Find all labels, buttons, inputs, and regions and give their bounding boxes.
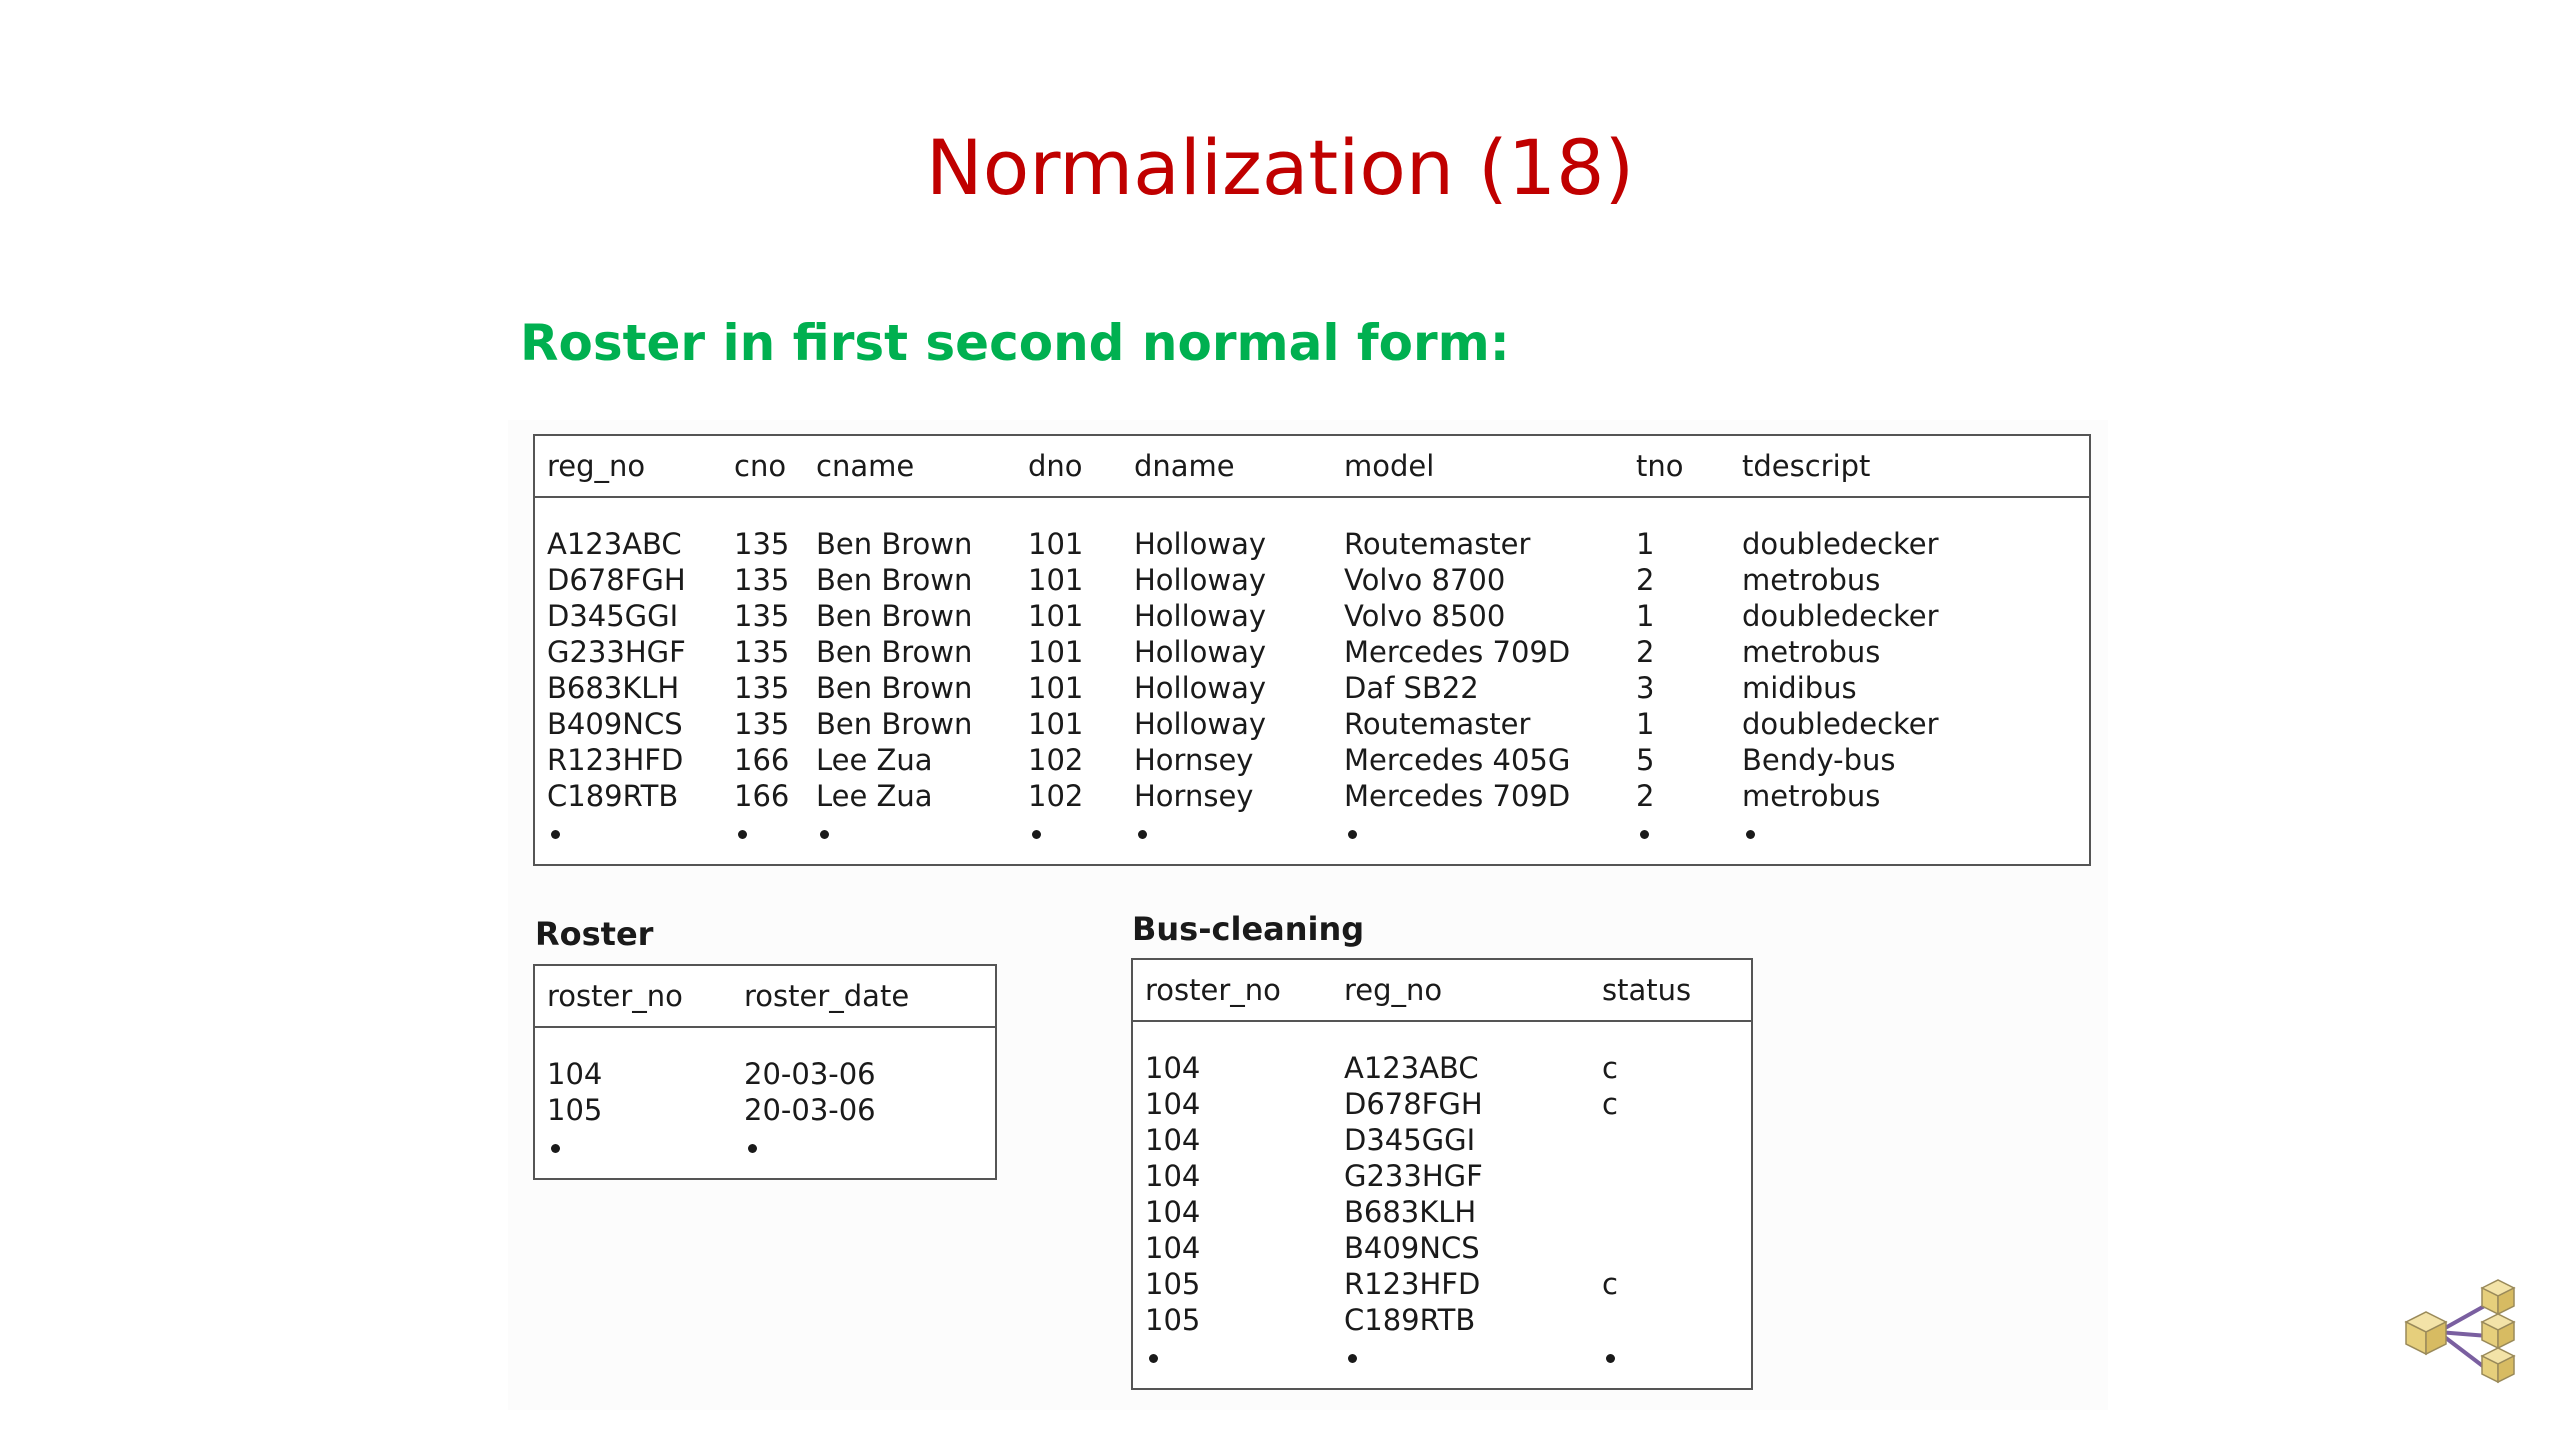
table-cell: metrobus — [1742, 563, 1881, 597]
table-header-row — [1132, 959, 1752, 1021]
column-header: cno — [722, 435, 804, 497]
table-cell: 104 — [1145, 1087, 1201, 1121]
table-cell: 2 — [1636, 779, 1655, 813]
table-cell: D678FGH — [1344, 1087, 1483, 1121]
table-row — [534, 742, 2090, 778]
table-cell: D678FGH — [547, 563, 686, 597]
table-cell: 166 — [734, 779, 790, 813]
table-cell: 135 — [734, 707, 790, 741]
table-row — [534, 670, 2090, 706]
table-cell: Hornsey — [1134, 779, 1254, 813]
table-cell: 104 — [1145, 1159, 1201, 1193]
bullet-icon — [1730, 814, 2090, 865]
bullet-icon — [534, 814, 722, 865]
cube-network-logo-icon — [2392, 1270, 2532, 1410]
roster-caption: Roster — [535, 915, 654, 953]
table-cell: 135 — [734, 563, 790, 597]
table-cell: 1 — [1636, 599, 1655, 633]
table-cell: Lee Zua — [816, 743, 933, 777]
table-cell: 2 — [1636, 563, 1655, 597]
table-cell: Volvo 8700 — [1344, 563, 1506, 597]
table-cell: G233HGF — [1344, 1159, 1483, 1193]
table-cell: Bendy-bus — [1742, 743, 1896, 777]
table-cell: metrobus — [1742, 635, 1881, 669]
table-row — [534, 598, 2090, 634]
table-row — [1132, 1158, 1752, 1194]
table-cell: metrobus — [1742, 779, 1881, 813]
table-cell: 102 — [1028, 743, 1084, 777]
table-header-row — [534, 965, 996, 1027]
bullet-icon — [722, 814, 804, 865]
table-cell: Ben Brown — [816, 635, 973, 669]
table-cell: 2 — [1636, 635, 1655, 669]
table-cell: 105 — [1145, 1267, 1201, 1301]
table-cell: 104 — [1145, 1231, 1201, 1265]
table-header-row — [534, 435, 2090, 497]
column-header: roster_no — [1132, 959, 1332, 1021]
column-header: dno — [1016, 435, 1122, 497]
table-cell: 1 — [1636, 707, 1655, 741]
table-cell: Ben Brown — [816, 671, 973, 705]
table-cell: Holloway — [1134, 707, 1267, 741]
column-header: tdescript — [1730, 435, 2090, 497]
table-cell: 105 — [1145, 1303, 1201, 1337]
table-cell: 135 — [734, 635, 790, 669]
table-cell: 101 — [1028, 671, 1084, 705]
table-row — [1132, 1230, 1752, 1266]
table-cell: Ben Brown — [816, 563, 973, 597]
table-cell: A123ABC — [547, 527, 682, 561]
bullet-icon — [1624, 814, 1730, 865]
slide-subtitle: Roster in first second normal form: — [520, 314, 1510, 372]
table-cell — [1590, 1158, 1752, 1194]
table-cell: Routemaster — [1344, 707, 1531, 741]
table-cell — [1590, 1302, 1752, 1338]
table-row — [534, 562, 2090, 598]
table-cell: Mercedes 709D — [1344, 635, 1571, 669]
table-cell: C189RTB — [547, 779, 679, 813]
table-cell: Holloway — [1134, 527, 1267, 561]
table-cell: Ben Brown — [816, 599, 973, 633]
table-cell: G233HGF — [547, 635, 686, 669]
table-cell: 104 — [547, 1057, 603, 1091]
table-cell: 104 — [1145, 1195, 1201, 1229]
table-cell: B683KLH — [547, 671, 680, 705]
table-cell: c — [1602, 1087, 1618, 1121]
table-cell: Mercedes 709D — [1344, 779, 1571, 813]
table-cell: 101 — [1028, 599, 1084, 633]
table-cell — [1590, 1194, 1752, 1230]
table-cell: c — [1602, 1051, 1618, 1085]
column-header: roster_date — [732, 965, 996, 1027]
column-header: model — [1332, 435, 1624, 497]
roster-2nf-table — [533, 434, 2091, 866]
continuation-row — [1132, 1338, 1752, 1389]
table-cell: 102 — [1028, 779, 1084, 813]
table-cell: 166 — [734, 743, 790, 777]
table-cell: 5 — [1636, 743, 1655, 777]
table-cell: Volvo 8500 — [1344, 599, 1506, 633]
table-cell: 104 — [1145, 1051, 1201, 1085]
column-header: tno — [1624, 435, 1730, 497]
column-header: cname — [804, 435, 1016, 497]
table-cell: R123HFD — [1344, 1267, 1481, 1301]
table-row — [1132, 1266, 1752, 1302]
table-cell: 20-03-06 — [744, 1093, 876, 1127]
bullet-icon — [1122, 814, 1332, 865]
bullet-icon — [732, 1128, 996, 1179]
table-cell: C189RTB — [1344, 1303, 1476, 1337]
table-row — [1132, 1302, 1752, 1338]
table-cell: Daf SB22 — [1344, 671, 1479, 705]
table-cell: Holloway — [1134, 671, 1267, 705]
table-cell: Holloway — [1134, 563, 1267, 597]
table-cell: 101 — [1028, 527, 1084, 561]
table-cell: c — [1602, 1267, 1618, 1301]
column-header: reg_no — [534, 435, 722, 497]
table-cell: 20-03-06 — [744, 1057, 876, 1091]
bus-cleaning-table — [1131, 958, 1753, 1390]
bullet-icon — [804, 814, 1016, 865]
continuation-row — [534, 1128, 996, 1179]
bullet-icon — [1132, 1338, 1332, 1389]
table-row — [1132, 1194, 1752, 1230]
column-header: status — [1590, 959, 1752, 1021]
table-row — [1132, 1086, 1752, 1122]
table-cell: 101 — [1028, 707, 1084, 741]
table-row — [534, 1027, 996, 1092]
table-cell: A123ABC — [1344, 1051, 1479, 1085]
table-cell: doubledecker — [1742, 599, 1939, 633]
table-cell: Ben Brown — [816, 707, 973, 741]
table-cell: Hornsey — [1134, 743, 1254, 777]
column-header: dname — [1122, 435, 1332, 497]
table-row — [534, 706, 2090, 742]
table-cell: 101 — [1028, 635, 1084, 669]
table-cell: doubledecker — [1742, 527, 1939, 561]
table-cell: Routemaster — [1344, 527, 1531, 561]
table-cell: B683KLH — [1344, 1195, 1477, 1229]
table-row — [534, 497, 2090, 562]
table-cell — [1590, 1122, 1752, 1158]
bullet-icon — [1332, 814, 1624, 865]
table-row — [1132, 1021, 1752, 1086]
table-cell: Holloway — [1134, 599, 1267, 633]
table-cell: 135 — [734, 671, 790, 705]
table-cell: Lee Zua — [816, 779, 933, 813]
table-cell — [1590, 1230, 1752, 1266]
table-cell: doubledecker — [1742, 707, 1939, 741]
bullet-icon — [1016, 814, 1122, 865]
table-cell: 135 — [734, 527, 790, 561]
column-header: roster_no — [534, 965, 732, 1027]
table-row — [534, 1092, 996, 1128]
table-row — [534, 778, 2090, 814]
table-cell: 135 — [734, 599, 790, 633]
table-cell: 104 — [1145, 1123, 1201, 1157]
bullet-icon — [1332, 1338, 1590, 1389]
table-cell: 3 — [1636, 671, 1655, 705]
slide-title: Normalization (18) — [925, 123, 1635, 212]
table-cell: B409NCS — [1344, 1231, 1480, 1265]
bullet-icon — [1590, 1338, 1752, 1389]
table-cell: 101 — [1028, 563, 1084, 597]
table-cell: D345GGI — [547, 599, 679, 633]
table-row — [534, 634, 2090, 670]
table-cell: midibus — [1742, 671, 1857, 705]
continuation-row — [534, 814, 2090, 865]
table-cell: Holloway — [1134, 635, 1267, 669]
table-cell: Ben Brown — [816, 527, 973, 561]
table-row — [1132, 1122, 1752, 1158]
table-cell: D345GGI — [1344, 1123, 1476, 1157]
roster-table — [533, 964, 997, 1180]
table-cell: B409NCS — [547, 707, 683, 741]
bullet-icon — [534, 1128, 732, 1179]
table-cell: R123HFD — [547, 743, 684, 777]
column-header: reg_no — [1332, 959, 1590, 1021]
bus-cleaning-caption: Bus-cleaning — [1132, 910, 1365, 948]
table-cell: Mercedes 405G — [1344, 743, 1571, 777]
table-cell: 1 — [1636, 527, 1655, 561]
table-cell: 105 — [547, 1093, 603, 1127]
